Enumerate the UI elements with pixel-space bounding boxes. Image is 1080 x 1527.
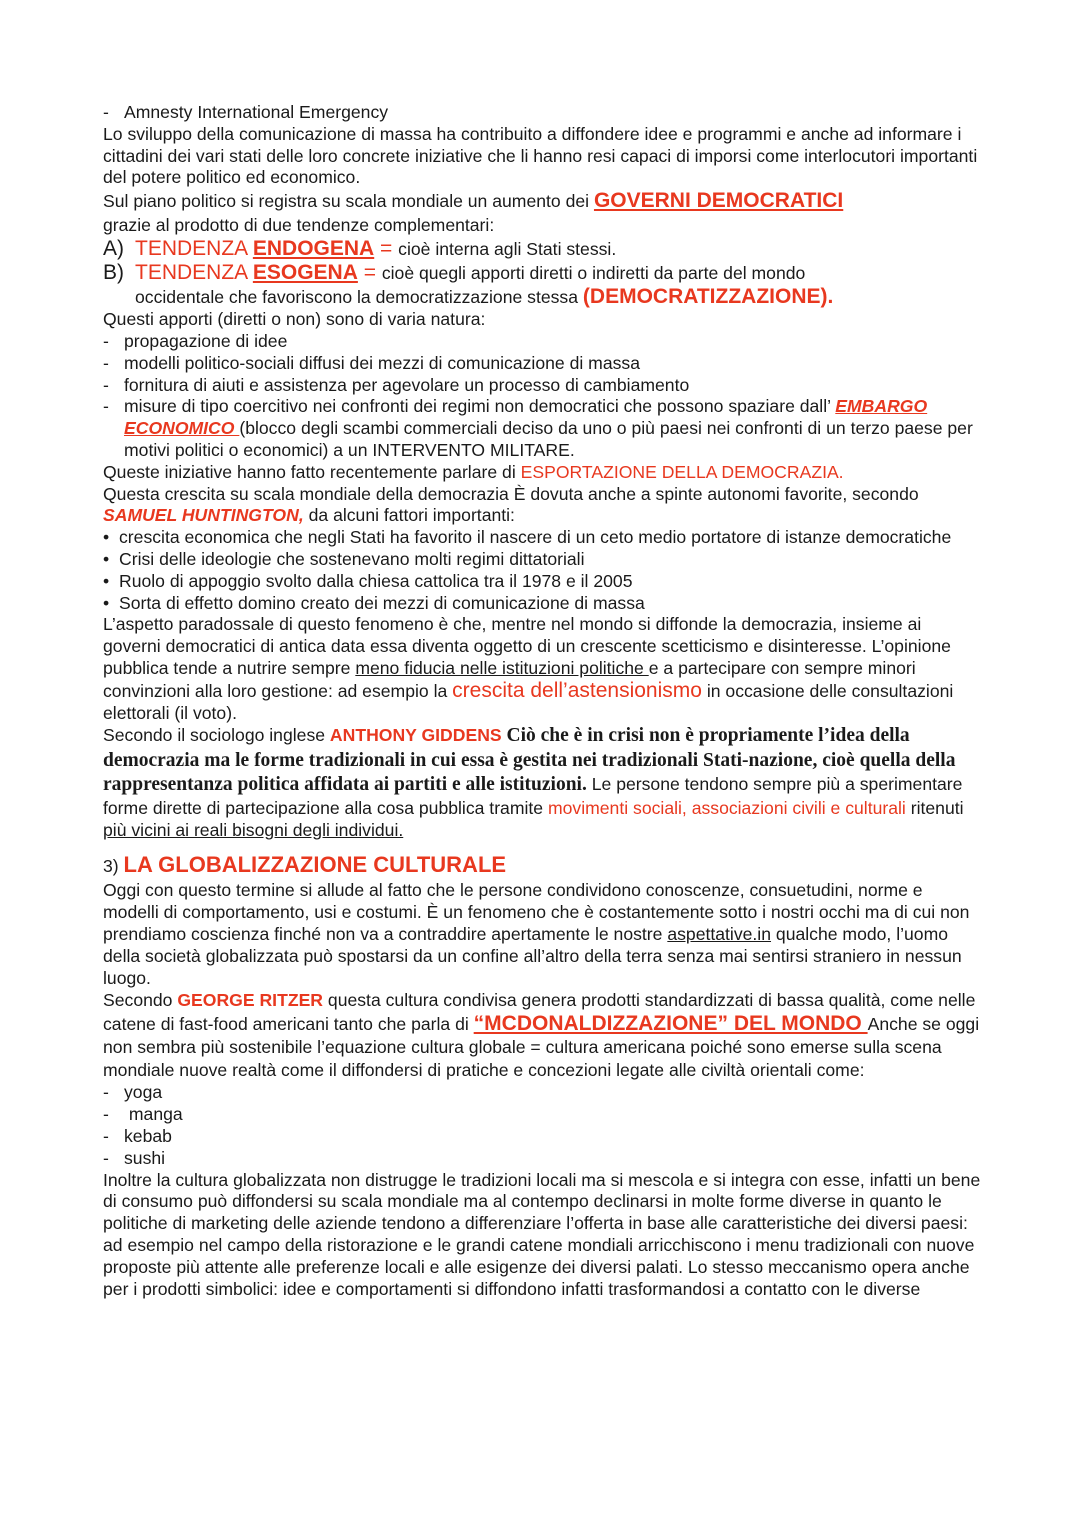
- list-item: - modelli politico-sociali diffusi dei mezzi di comunicazione di massa: [103, 352, 640, 373]
- term-endogena: ENDOGENA: [252, 237, 375, 261]
- section-title: LA GLOBALIZZAZIONE CULTURALE: [123, 852, 507, 878]
- name-george-ritzer: GEORGE RITZER: [177, 990, 324, 1011]
- bullet-item: • crescita economica che negli Stati ha favorito il nascere di un ceto medio portatore di istanze democratiche: [103, 527, 952, 548]
- term-esportazione-democrazia: ESPORTAZIONE DELLA DEMOCRAZIA.: [520, 461, 844, 482]
- paragraph-democratic-governments: Sul piano politico si registra su scala mondiale un aumento dei GOVERNI DEMOCRATICI grazie al prodotto di due tendenze complementari:: [103, 189, 844, 236]
- list-item: - yoga: [103, 1082, 163, 1103]
- list-item: - propagazione di idee: [103, 330, 288, 351]
- paragraph-contributions: Questi apporti (diretti o non) sono di varia natura:: [103, 309, 486, 330]
- tendency-b-continued: occidentale che favoriscono la democratizzazione stessa (DEMOCRATIZZAZIONE).: [135, 285, 834, 309]
- document-page: [103, 102, 983, 1300]
- term-governi-democratici: GOVERNI DEMOCRATICI: [593, 189, 844, 213]
- list-item: - manga: [103, 1104, 183, 1125]
- paragraph-export-democracy: Queste iniziative hanno fatto recentemente parlare di ESPORTAZIONE DELLA DEMOCRAZIA.: [103, 461, 844, 482]
- list-item: - misure di tipo coercitivo nei confronti dei regimi non democratici che possono spaziare dall’ EMBARGO ECONOMICO (blocco degli scambi commerciali deciso da uno o più paesi nei confronti di un terzo paese per motivi politici o economici) a un INTERVENTO MILITARE.: [103, 396, 973, 460]
- link-aspettative[interactable]: aspettative.in: [667, 924, 772, 945]
- term-esogena: ESOGENA: [252, 261, 358, 285]
- paragraph-local-traditions: Inoltre la cultura globalizzata non distrugge le tradizioni locali ma si mescola e si integra con esse, infatti un bene di consumo può diffondersi su scala mondiale ma al contempo declinarsi in molte forme diverse in quanto le politiche di marketing delle aziende tendono a differenziare l’offerta in base alle caratteristiche dei diversi paesi: ad esempio nel campo della ristorazione e le grandi catene mondiali arricchiscono i menu tradizionali con nuove proposte più attente alle preferenze locali e alle esigenze dei diversi palati. Lo stesso meccanismo opera anche per i prodotti simbolici: idee e comportamenti si diffondono infatti trasformandosi a contatto con le diverse: [103, 1169, 981, 1299]
- bullet-item: • Crisi delle ideologie che sostenevano molti regimi dittatoriali: [103, 548, 585, 569]
- dash-marker: -: [103, 102, 109, 122]
- term-democratizzazione: (DEMOCRATIZZAZIONE).: [582, 285, 834, 309]
- list-item: - sushi: [103, 1147, 166, 1168]
- bullet-item: • Ruolo di appoggio svolto dalla chiesa cattolica tra il 1978 e il 2005: [103, 570, 633, 591]
- term-mcdonaldizzazione: “MCDONALDIZZAZIONE” DEL MONDO: [473, 1012, 868, 1036]
- list-item: - kebab: [103, 1126, 172, 1146]
- bullet-item: • Sorta di effetto domino creato dei mezzi di comunicazione di massa: [103, 592, 645, 613]
- list-item-amnesty: - Amnesty International Emergency: [103, 102, 389, 122]
- paragraph-cultural-globalization: Oggi con questo termine si allude al fatto che le persone condividono conoscenze, consuetudini, norme e modelli di comportamento, usi e costumi. È un fenomeno che è costantemente sotto i nostri occhi ma di cui non prendiamo coscienza finché non va a contraddire apertamente le nostre aspettative.in qualche modo, l’uomo della società globalizzata può spostarsi da un confine all’altro della terra senza mai sentirsi straniero in nessun luogo.: [103, 880, 970, 988]
- name-anthony-giddens: ANTHONY GIDDENS: [329, 725, 502, 746]
- paragraph-giddens: Secondo il sociologo inglese ANTHONY GIDDENS Ciò che è in crisi non è propriamente l’idea della democrazia ma le forme tradizionali in cui essa è gestita nei tradizionali Stati-nazione, cioè quella della rappresentanza politica affidata ai partiti e alle istituzioni. Le persone tendono sempre più a sperimentare forme dirette di partecipazione alla cosa pubblica tramite movimenti sociali, associazioni civili e culturali ritenuti più vicini ai reali bisogni degli individui.: [103, 725, 964, 840]
- list-item: - fornitura di aiuti e assistenza per agevolare un processo di cambiamento: [103, 374, 690, 395]
- paragraph-paradox: L’aspetto paradossale di questo fenomeno è che, mentre nel mondo si diffonde la democrazia, insieme ai governi democratici di antica data essa diventa oggetto di un crescente scetticismo e disinteresse. L’opinione pubblica tende a nutrire sempre meno fiducia nelle istituzioni politiche e a partecipare con sempre minori convinzioni alla loro gestione: ad esempio la crescita dell’astensionismo in occasione delle consultazioni elettorali (il voto).: [103, 614, 954, 723]
- tendency-b: B) TENDENZA ESOGENA = cioè quegli apporti diretti o indiretti da parte del mondo: [103, 261, 806, 285]
- name-samuel-huntington: SAMUEL HUNTINGTON,: [103, 505, 304, 526]
- section-heading: 3) LA GLOBALIZZAZIONE CULTURALE: [103, 852, 507, 878]
- paragraph-ritzer: Secondo GEORGE RITZER questa cultura condivisa genera prodotti standardizzati di bassa qualità, come nelle catene di fast-food americani tanto che parla di “MCDONALDIZZAZIONE” DEL MONDO Anche se oggi non sembra più sostenibile l’equazione cultura globale = cultura americana poiché sono emerse sulla scena mondiale nuove realtà come il diffondersi di pratiche e concezioni legate alle civiltà orientali come:: [103, 990, 980, 1081]
- tendency-a: A) TENDENZA ENDOGENA = cioè interna agli Stati stessi.: [103, 237, 617, 261]
- term-embargo-economico: EMBARGO ECONOMICO: [124, 396, 928, 439]
- paragraph-huntington: Questa crescita su scala mondiale della democrazia È dovuta anche a spinte autonomi favorite, secondo SAMUEL HUNTINGTON, da alcuni fattori importanti:: [103, 483, 919, 526]
- term-astensionismo: crescita dell’astensionismo: [452, 678, 702, 702]
- paragraph-mass-communication: Lo sviluppo della comunicazione di massa ha contribuito a diffondere idee e programmi e anche ad informare i cittadini dei vari stati delle loro concrete iniziative che li hanno resi capaci di imporsi come interlocutori importanti del potere politico ed economico.: [103, 123, 978, 188]
